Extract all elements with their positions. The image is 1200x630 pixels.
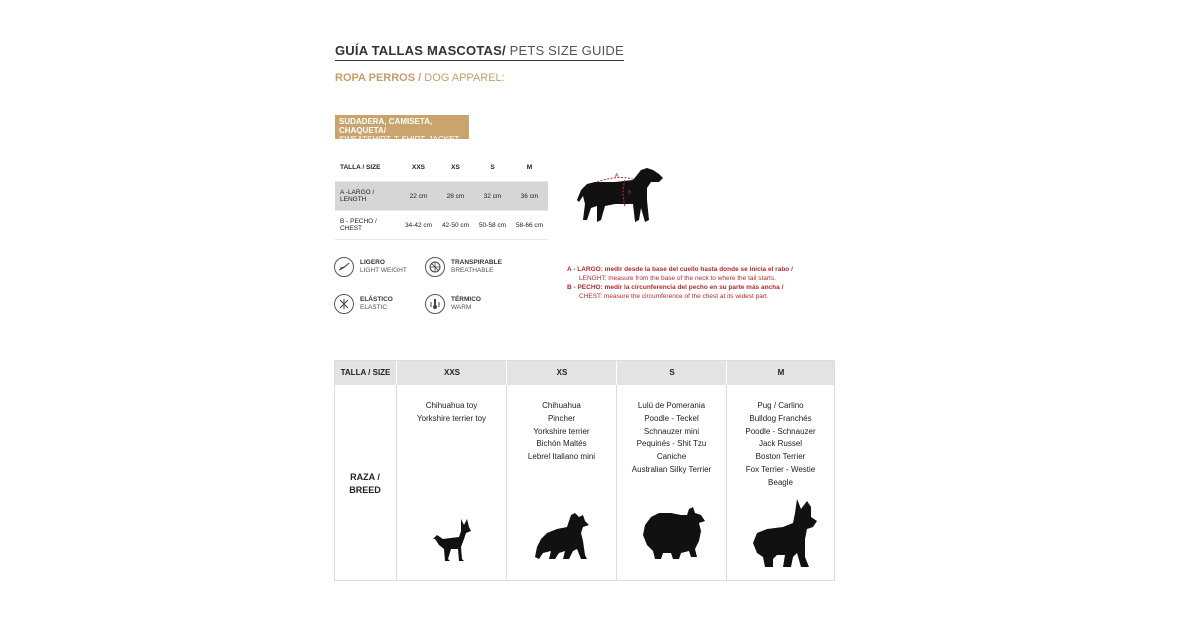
note-chest-spanish: B - PECHO: medir la circunferencia del pecho en su parte más ancha / <box>567 284 784 291</box>
feature-sublabel: LIGHT WEIGHT <box>360 267 407 274</box>
measurement-cell: 32 cm <box>474 182 511 211</box>
measurement-notes <box>567 265 793 301</box>
measurement-table <box>335 153 548 240</box>
breed-header-cell: XS <box>506 361 617 385</box>
subtitle-english: DOG APPAREL: <box>421 72 505 84</box>
diagram-label-a: A <box>615 173 619 179</box>
note-length-spanish: A - LARGO: medir desde la base del cuello hasta donde se inicia el rabo / <box>567 266 793 273</box>
breed-row-label-spanish: RAZA / <box>350 472 380 482</box>
measurement-cell: 42-50 cm <box>437 211 474 240</box>
measurement-cell: A -LARGO / LENGTH <box>335 182 400 211</box>
measurement-cell: 22 cm <box>400 182 437 211</box>
breed-column-m <box>726 385 834 580</box>
breed-name: Poodle - Teckel <box>644 413 699 423</box>
feature-sublabel: ELASTIC <box>360 304 388 311</box>
measurement-row-chest <box>335 211 548 240</box>
elastic-icon <box>334 294 354 314</box>
measurement-header-cell: XS <box>437 153 474 182</box>
measurement-header-cell: S <box>474 153 511 182</box>
breed-name: Chihuahua <box>542 401 581 410</box>
breed-name: Bulldog Franchés <box>749 413 812 423</box>
pomeranian-silhouette <box>641 505 707 561</box>
feature-warm <box>425 294 481 314</box>
breed-name: Lebrel Italiano mini <box>527 452 596 462</box>
feature-label: LIGERO <box>360 259 385 266</box>
feather-icon <box>334 257 354 277</box>
feature-breathable <box>425 257 502 277</box>
category-badge <box>335 115 469 144</box>
page-title <box>335 43 624 61</box>
breed-header-cell: S <box>616 361 727 385</box>
breed-name: Poodle - Schnauzer <box>745 426 816 436</box>
yorkshire-silhouette <box>533 511 591 565</box>
breed-name: Chihuahua toy <box>425 401 478 410</box>
breed-name: Yorkshire terrier toy <box>416 413 487 423</box>
breed-name: Fox Terrier - Westie <box>745 464 816 474</box>
breed-column-xs <box>506 385 616 580</box>
measurement-cell: 36 cm <box>511 182 548 211</box>
breed-name: Jack Russel <box>758 439 803 449</box>
breed-header-cell: TALLA / SIZE <box>340 368 391 377</box>
subtitle-spanish: ROPA PERROS / <box>335 72 422 84</box>
breed-name: Yorkshire terrier <box>533 426 590 436</box>
note-length-english: LENGHT: measure from the base of the neck to where the tail starts. <box>579 275 776 282</box>
measurement-cell: 58-66 cm <box>511 211 548 240</box>
breed-column-xxs <box>396 385 506 580</box>
thermometer-icon <box>425 294 445 314</box>
feature-light-weight <box>334 257 407 277</box>
category-line-spanish: SUDADERA, CAMISETA, CHAQUETA/ <box>339 117 433 135</box>
breed-table <box>334 360 835 581</box>
breed-name: Australian Silky Terrier <box>631 464 712 474</box>
breed-header-row <box>335 361 834 385</box>
feature-label: ELÁSTICO <box>360 296 393 303</box>
title-english: PETS SIZE GUIDE <box>505 43 624 58</box>
feature-label: TRANSPIRABLE <box>451 259 502 266</box>
french-bulldog-silhouette <box>751 497 817 571</box>
chihuahua-silhouette <box>431 517 475 565</box>
breed-name: Pincher <box>547 413 576 423</box>
breed-name: Boston Terrier <box>755 452 806 462</box>
dog-measurement-diagram <box>575 160 670 230</box>
note-chest-english: CHEST: measure the circumference of the chest at its widest part. <box>579 293 769 300</box>
measurement-row-length <box>335 182 548 211</box>
breed-header-cell: M <box>726 361 835 385</box>
breed-name: Schnauzer mini <box>643 426 700 436</box>
feature-elastic <box>334 294 393 314</box>
section-subtitle <box>335 72 505 84</box>
title-spanish: GUÍA TALLAS MASCOTAS/ <box>335 43 506 58</box>
feature-sublabel: BREATHABLE <box>451 267 494 274</box>
breathable-icon <box>425 257 445 277</box>
measurement-cell: 28 cm <box>437 182 474 211</box>
measurement-cell: 50-58 cm <box>474 211 511 240</box>
measurement-header-cell: TALLA / SIZE <box>335 153 400 182</box>
breed-row-label-english: BREED <box>349 485 381 495</box>
category-line-english: SWEATSHIRT, T-SHIRT, JACKET <box>339 135 460 144</box>
breed-header-cell: XXS <box>396 361 507 385</box>
breed-name: Pequinés - Shit Tzu <box>636 439 707 449</box>
feature-sublabel: WARM <box>451 304 472 311</box>
diagram-label-b: B <box>628 190 632 196</box>
breed-name: Lulú de Pomerania <box>637 401 706 410</box>
breed-name: Caniche <box>656 452 687 462</box>
breed-column-s <box>616 385 726 580</box>
measurement-cell: 34-42 cm <box>400 211 437 240</box>
measurement-cell: B - PECHO / CHEST <box>335 211 400 240</box>
measurement-header-row <box>335 153 548 182</box>
breed-row-label <box>335 471 395 497</box>
measurement-header-cell: XXS <box>400 153 437 182</box>
breed-name: Pug / Carlino <box>757 401 804 410</box>
breed-name: Beagle <box>768 477 793 487</box>
feature-label: TÉRMICO <box>451 296 481 303</box>
measurement-header-cell: M <box>511 153 548 182</box>
breed-name: Bichón Maltés <box>536 439 587 449</box>
